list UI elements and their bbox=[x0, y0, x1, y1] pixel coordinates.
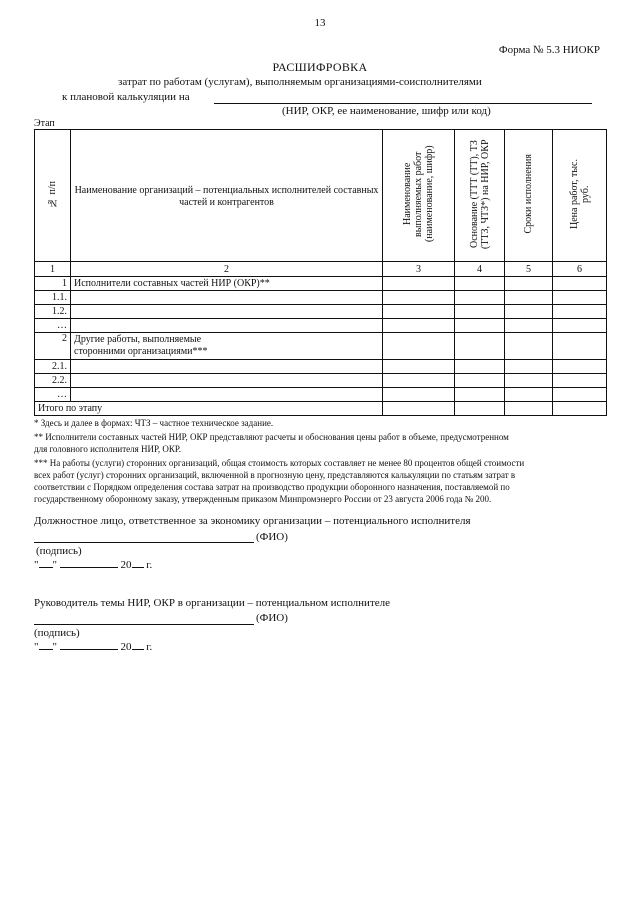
signature2-date: " " 20 г. bbox=[34, 641, 153, 653]
row-number: 1 bbox=[35, 277, 71, 291]
table-row bbox=[35, 319, 607, 333]
footnote-3-cont: всех работ (услуг) сторонних организаций, включенной в прогнозную цену, представляются калькуляции по статьям затрат в bbox=[34, 470, 516, 480]
header-organization-name: Наименование организаций – потенциальных исполнителей составных частей и контрагентов bbox=[71, 130, 383, 262]
signature2-fio: (ФИО) bbox=[256, 612, 288, 624]
subtitle-line-1: затрат по работам (услугам), выполняемым организациями-соисполнителями bbox=[118, 76, 482, 88]
expense-table bbox=[34, 129, 607, 416]
row-name bbox=[71, 291, 383, 305]
cell bbox=[455, 360, 505, 374]
footnote-3-cont: государственному оборонному заказу, утвержденным приказом Минпромэнерго России от 23 августа 2006 года № 200. bbox=[34, 494, 492, 504]
row-name bbox=[71, 388, 383, 402]
cell bbox=[505, 402, 553, 416]
cell bbox=[455, 319, 505, 333]
signature1-fio: (ФИО) bbox=[256, 531, 288, 543]
signature2-title: Руководитель темы НИР, ОКР в организации – потенциальном исполнителе bbox=[34, 597, 391, 609]
table-row bbox=[35, 291, 607, 305]
cell bbox=[505, 277, 553, 291]
column-number: 2 bbox=[71, 262, 383, 277]
signature2-line bbox=[34, 624, 254, 625]
column-number: 5 bbox=[505, 262, 553, 277]
total-row bbox=[35, 402, 607, 416]
row-number: 2.2. bbox=[35, 374, 71, 388]
cell bbox=[455, 388, 505, 402]
row-number: 1.2. bbox=[35, 305, 71, 319]
header-price: Цена работ, тыс. руб. bbox=[553, 130, 607, 262]
cell bbox=[455, 277, 505, 291]
cell bbox=[455, 305, 505, 319]
cell bbox=[553, 291, 607, 305]
footnote-2: ** Исполнители составных частей НИР, ОКР представляют расчеты и обоснования цены работ в объеме, предусмотренном bbox=[34, 432, 509, 442]
cell bbox=[553, 402, 607, 416]
column-number: 3 bbox=[383, 262, 455, 277]
table-row bbox=[35, 374, 607, 388]
document-title: РАСШИФРОВКА bbox=[272, 60, 368, 74]
calculation-fill-line bbox=[214, 103, 592, 104]
row-name: Другие работы, выполняемые сторонними организациями*** bbox=[71, 333, 383, 360]
cell bbox=[455, 333, 505, 360]
cell bbox=[383, 402, 455, 416]
signature1-date: " " 20 г. bbox=[34, 559, 153, 571]
table-row bbox=[35, 333, 607, 360]
signature1-sign-label: (подпись) bbox=[36, 545, 82, 557]
subtitle-line-2: к плановой калькуляции на bbox=[62, 91, 190, 103]
column-numbers-row bbox=[35, 262, 607, 277]
row-number: 1.1. bbox=[35, 291, 71, 305]
header-number: № п/п bbox=[35, 130, 71, 262]
row-name bbox=[71, 374, 383, 388]
row-number: 2 bbox=[35, 333, 71, 360]
subtitle-hint: (НИР, ОКР, ее наименование, шифр или код) bbox=[282, 105, 491, 117]
cell bbox=[505, 291, 553, 305]
cell bbox=[505, 388, 553, 402]
cell bbox=[553, 333, 607, 360]
cell bbox=[505, 360, 553, 374]
row-number: … bbox=[35, 388, 71, 402]
cell bbox=[505, 305, 553, 319]
cell bbox=[383, 305, 455, 319]
footnote-2-cont: для головного исполнителя НИР, ОКР. bbox=[34, 444, 182, 454]
cell bbox=[383, 319, 455, 333]
cell bbox=[455, 374, 505, 388]
column-number: 6 bbox=[553, 262, 607, 277]
header-basis: Основание (ТТТ (ТТ), ТЗ (ТТЗ, ЧТЗ*) на НИР, ОКР bbox=[455, 130, 505, 262]
footnote-3: *** На работы (услуги) сторонних организаций, общая стоимость которых составляет не менее 80 процентов общей стоимости bbox=[34, 458, 525, 468]
row-number: … bbox=[35, 319, 71, 333]
cell bbox=[383, 374, 455, 388]
stage-label: Этап bbox=[34, 118, 55, 129]
signature2-sign-label: (подпись) bbox=[34, 627, 80, 639]
cell bbox=[383, 388, 455, 402]
header-deadlines: Сроки исполнения bbox=[505, 130, 553, 262]
footnote-3-cont: соответствии с Порядком определения состава затрат на производство продукции оборонного назначения, поставляемой по bbox=[34, 482, 510, 492]
total-label: Итого по этапу bbox=[35, 402, 383, 416]
row-name bbox=[71, 360, 383, 374]
header-work-name: Наименование выполняемых работ (наименование, шифр) bbox=[383, 130, 455, 262]
column-number: 4 bbox=[455, 262, 505, 277]
cell bbox=[553, 360, 607, 374]
row-name: Исполнители составных частей НИР (ОКР)** bbox=[71, 277, 383, 291]
row-name bbox=[71, 305, 383, 319]
cell bbox=[383, 360, 455, 374]
cell bbox=[455, 291, 505, 305]
table-row bbox=[35, 277, 607, 291]
table-header-row bbox=[35, 130, 607, 262]
row-number: 2.1. bbox=[35, 360, 71, 374]
form-number: Форма № 5.3 НИОКР bbox=[498, 44, 600, 56]
row-name bbox=[71, 319, 383, 333]
table-row bbox=[35, 360, 607, 374]
cell bbox=[505, 319, 553, 333]
cell bbox=[553, 319, 607, 333]
cell bbox=[505, 333, 553, 360]
column-number: 1 bbox=[35, 262, 71, 277]
cell bbox=[383, 277, 455, 291]
table-row bbox=[35, 388, 607, 402]
cell bbox=[553, 374, 607, 388]
table-row bbox=[35, 305, 607, 319]
cell bbox=[553, 388, 607, 402]
cell bbox=[553, 305, 607, 319]
footnote-1: * Здесь и далее в формах: ЧТЗ – частное техническое задание. bbox=[34, 418, 274, 428]
signature1-title: Должностное лицо, ответственное за экономику организации – потенциального исполнителя bbox=[34, 515, 471, 527]
cell bbox=[383, 291, 455, 305]
cell bbox=[455, 402, 505, 416]
cell bbox=[383, 333, 455, 360]
cell bbox=[505, 374, 553, 388]
signature1-line bbox=[34, 542, 254, 543]
cell bbox=[553, 277, 607, 291]
page-number: 13 bbox=[314, 17, 326, 29]
